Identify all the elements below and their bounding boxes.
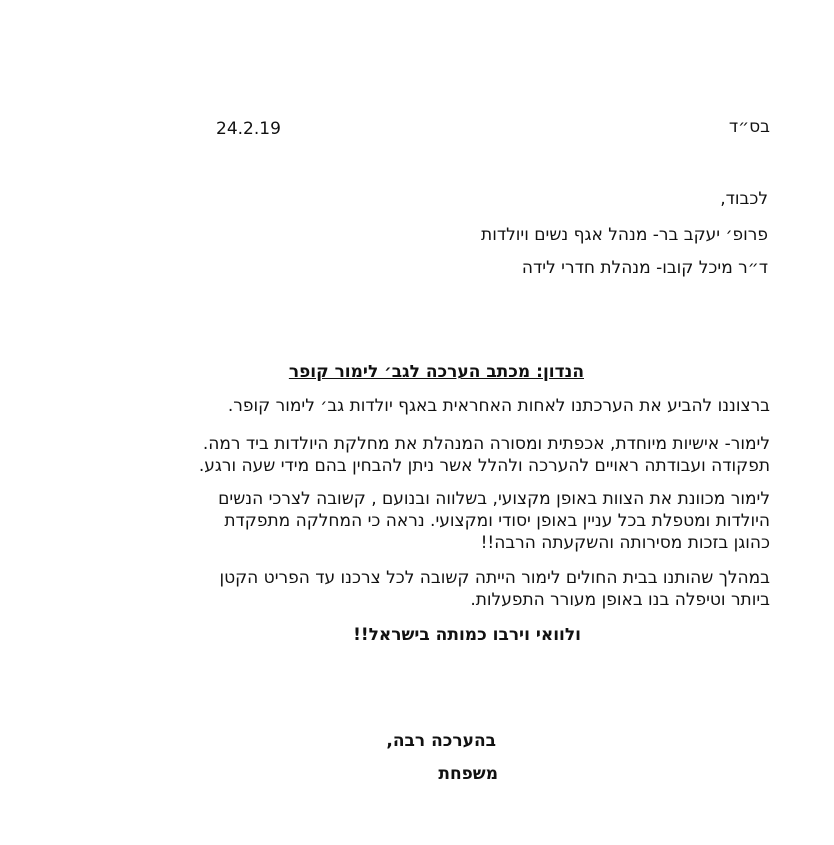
- paragraph-4-line-2: ביותר וטיפלה בנו באופן מעורר התפעלות.: [470, 590, 770, 610]
- recipient-1: פרופ׳ יעקב בר- מנהל אגף נשים ויולדות: [481, 225, 768, 245]
- paragraph-3-line-1: לימור מכוונת את הצוות באופן מקצועי, בשלווה ובנועם , קשובה לצרכי הנשים: [218, 489, 770, 509]
- closing-line: ולוואי וירבו כמותה בישראל!!: [353, 625, 581, 645]
- letter-date: 24.2.19: [216, 119, 281, 139]
- subject-line: הנדון: מכתב הערכה לגב׳ לימור קופר: [288, 362, 584, 382]
- paragraph-3-line-2: היולדות ומטפלת בכל עניין באופן יסודי ומקצועי. נראה כי המחלקה מתפקדת: [224, 511, 770, 531]
- paragraph-2-line-2: תפקודה ועבודתה ראויים להערכה ולהלל אשר ניתן להבחין בהם מידי שעה ורגע.: [198, 456, 770, 476]
- bsd-heading: בס״ד: [728, 117, 770, 137]
- recipient-2: ד״ר מיכל קובו- מנהלת חדרי לידה: [521, 258, 768, 278]
- signature-regards: בהערכה רבה,: [386, 731, 496, 751]
- paragraph-1-line-1: ברצוננו להביע את הערכתנו לאחות האחראית באגף יולדות גב׳ לימור קופר.: [227, 396, 770, 416]
- paragraph-3-line-3: כהוגן בזכות מסירותה והשקעתה הרבה!!: [480, 533, 770, 553]
- greeting: לכבוד,: [720, 189, 768, 209]
- signature-family: משפחת: [438, 764, 498, 784]
- paragraph-2-line-1: לימור- אישיות מיוחדת, אכפתית ומסורה המנהלת את מחלקת היולדות ביד רמה.: [202, 434, 770, 454]
- paragraph-4-line-1: במהלך שהותנו בבית החולים לימור הייתה קשובה לכל צרכנו עד הפריט הקטן: [219, 568, 770, 588]
